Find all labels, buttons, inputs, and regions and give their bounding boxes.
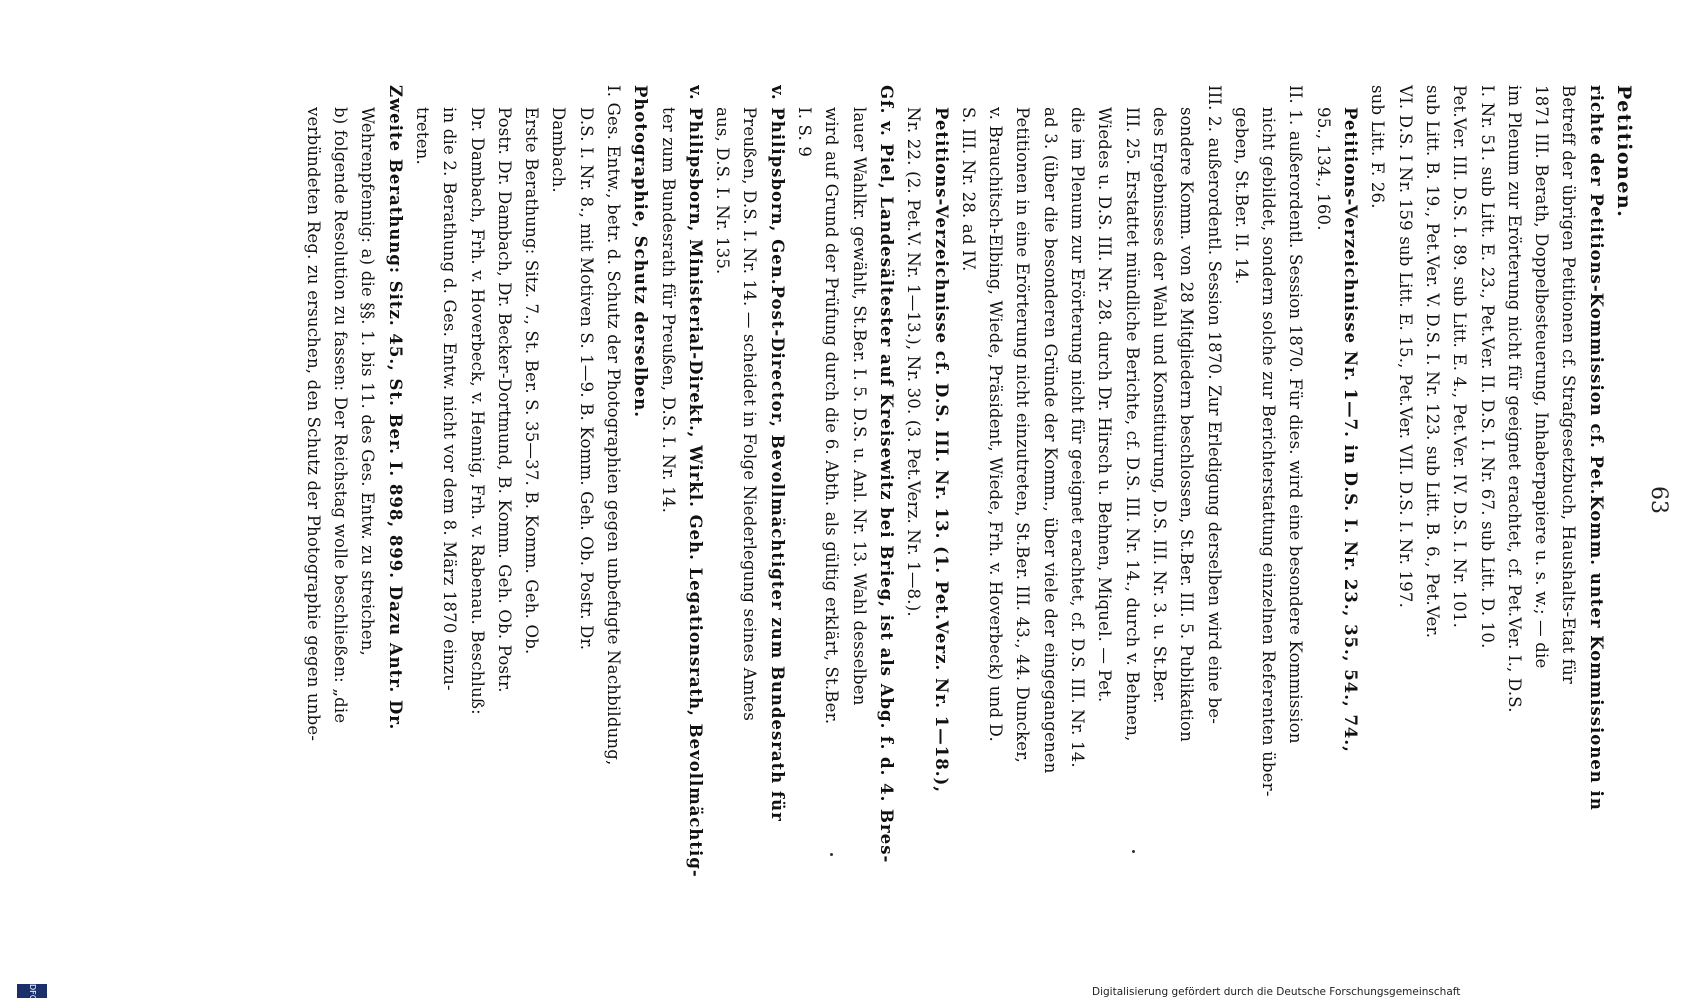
text-line: verbündeten Reg. zu ersuchen, den Schutz der Photographie gegen unbe- [303,107,323,742]
text-line: sub Litt. F. 26. [1368,85,1388,209]
text-line: 1871 III. Berath, Doppelbesteuerung, Inhaberpapiere u. s. w.; — die [1532,85,1552,669]
text-line: Zweite Berathung: Sitz. 45., St. Ber. I. 898, 899. Dazu Antr. Dr. [385,85,405,731]
dfg-logo: DFG [17,984,47,998]
text-line: Wehrenpfennig: a) die §§. 1. bis 11. des Ges. Entw. zu streichen, [358,107,378,656]
section-title: Petitionen. [1613,85,1635,219]
text-line: richte der Petitions-Kommission cf. Pet.Komm. unter Kommissionen in [1586,85,1606,811]
text-line: Betreff der übrigen Petitionen cf. Strafgesetzbuch, Haushalts-Etat für [1559,85,1579,684]
scan-speck [1132,850,1135,853]
text-line: Wiedes u. D.S. III. Nr. 28. durch Dr. Hirsch u. Behnen, Miquel. — Pet. [1095,107,1115,703]
text-line: Petitionen in eine Erörterung nicht einzutreten, St.Ber. III. 43., 44. Duncker, [1013,107,1033,763]
text-line: nicht gebildet, sondern solche zur Berichterstattung einzelnen Referenten über- [1259,107,1279,797]
text-line: III. 25. Erstattet mündliche Berichte, cf. D.S. III. Nr. 14., durch v. Behnen, [1122,107,1142,742]
text-line: II. 1. außerordentl. Session 1870. Für dies. wird eine besondere Kommission [1286,85,1306,744]
text-line: treten. [412,107,432,165]
text-line: in die 2. Berathung d. Ges. Entw. nicht vor dem 8. März 1870 einzu- [440,107,460,691]
text-line: III. 2. außerordentl. Session 1870. Zur Erledigung derselben wird eine be- [1204,85,1224,724]
text-line: im Plenum zur Erörterung nicht für geeignet erachtet, cf. Pet.Ver. I., D.S. [1504,85,1524,713]
text-line: wird auf Grund der Prüfung durch die 6. Abth. als gültig erklärt, St.Ber. [822,107,842,725]
text-line: lauer Wahlkr. gewählt, St.Ber. I. 5. D.S. u. Anl. Nr. 13. Wahl desselben [849,107,869,706]
text-line: I. S. 9 [795,107,815,158]
text-line: Erste Berathung: Sitz. 7., St. Ber. S. 35—37. B. Komm. Geh. Ob. [522,107,542,655]
text-line: D.S. I. Nr. 8., mit Motiven S. 1—9. B. Komm. Geh. Ob. Postr. Dr. [576,107,596,651]
page-number: 63 [1646,486,1671,514]
text-line: v. Brauchitsch-Elbing, Wiede, Präsident, Wiede, Frh. v. Hoverbeck) und D. [986,107,1006,742]
text-line: ter zum Bundesrath für Preußen, D.S. I. Nr. 14. [658,107,678,514]
text-line: des Ergebnisses der Wahl und Konstituirung, D.S. III. Nr. 3. u. St.Ber. [1149,107,1169,704]
text-line: 95., 134., 160. [1313,107,1333,231]
scan-speck [830,853,833,856]
text-line: Petitions-Verzeichnisse cf. D.S. III. Nr. 13. (1. Pet.Verz. Nr. 1—18.), [931,107,951,794]
text-line: I. Ges. Entw., betr. d. Schutz der Photographien gegen unbefugte Nachbildung, [604,85,624,766]
text-line: ad 3. (über die besonderen Gründe der Komm., über viele der eingegangenen [1040,107,1060,774]
text-line: aus, D.S. I. Nr. 135. [713,107,733,275]
text-line: sub Litt. B. 19., Pet.Ver. V. D.S. I. Nr. 123. sub Litt. B. 6., Pet.Ver. [1422,85,1442,639]
text-line: Pet.Ver. III. D.S. I. 89. sub Litt. E. 4., Pet.Ver. IV. D.S. I. Nr. 101. [1450,85,1470,629]
text-line: die im Plenum zur Erörterung nicht für geeignet erachtet, cf. D.S. III. Nr. 14. [1068,107,1088,768]
text-line: v. Philipsborn, Gen.Post-Director, Bevollmächtigter zum Bundesrath für [767,85,787,822]
digitization-credit: Digitalisierung gefördert durch die Deutsche Forschungsgemeinschaft [1092,986,1461,998]
text-line: Dr. Dambach, Frh. v. Hoverbeck, v. Hennig, Frh. v. Rabenau. Beschluß: [467,107,487,715]
text-line: I. Nr. 51. sub Litt. E. 23., Pet.Ver. II. D.S. I. Nr. 67. sub Litt. D. 10. [1477,85,1497,649]
text-line: sondere Komm. von 28 Mitgliedern beschlossen, St.Ber. III. 5. Publikation [1177,107,1197,743]
text-line: S. III. Nr. 28. ad IV. [958,107,978,272]
text-line: Nr. 22. (2. Pet.V. Nr. 1—13.), Nr. 30. (3. Pet.Verz. Nr. 1—8.). [904,107,924,617]
text-line: Gf. v. Piel, Landesältester auf Kreisewitz bei Brieg, ist als Abg. f. d. 4. Bres- [876,85,896,864]
text-line: Postr. Dr. Dambach, Dr. Becker-Dortmund, B. Komm. Geh. Ob. Postr. [494,107,514,693]
text-line: Preußen, D.S. I. Nr. 14. — scheidet in Folge Niederlegung seines Amtes [740,107,760,722]
text-line: v. Philipsborn, Ministerial-Direkt., Wirkl. Geh. Legationsrath, Bevollmächtig- [685,85,705,878]
text-line: b) folgende Resolution zu fassen: Der Reichstag wolle beschließen: „die [331,107,351,724]
text-line: VI. D.S. I Nr. 159 sub Litt. E. 15., Pet.Ver. VII. D.S. I. Nr. 197. [1395,85,1415,609]
text-line: Petitions-Verzeichnisse Nr. 1—7. in D.S. I. Nr. 23., 35., 54., 74., [1341,107,1361,753]
text-line: Dambach. [549,107,569,193]
document-body [299,85,1637,915]
text-line: Photographie, Schutz derselben. [631,85,651,418]
text-line: geben, St.Ber. II. 14. [1231,107,1251,285]
